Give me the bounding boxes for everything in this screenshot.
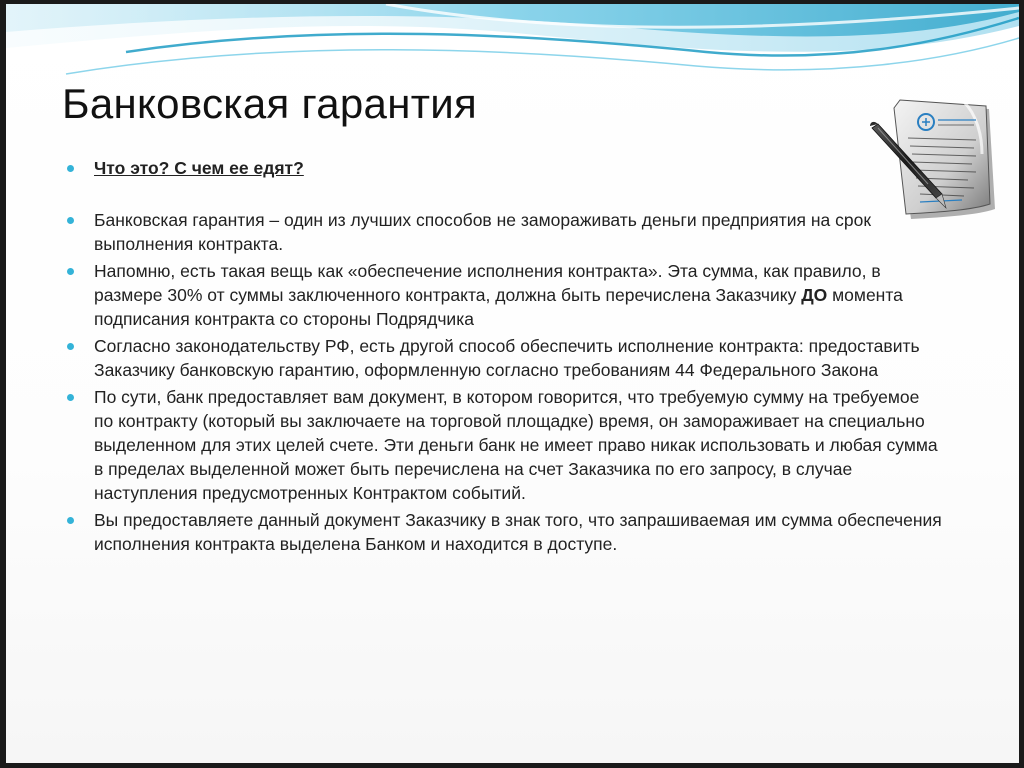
bullet-text: Банковская гарантия – один из лучших способов не замораживать деньги предприятия на срок выполнения контракта. xyxy=(94,210,871,254)
slide-title: Банковская гарантия xyxy=(62,80,478,127)
bullet-item xyxy=(62,508,942,556)
bullet-dot-icon xyxy=(67,165,74,172)
bullet-heading: Что это? С чем ее едят? xyxy=(94,158,304,178)
bullet-dot-icon xyxy=(67,217,74,224)
slide xyxy=(6,4,1019,763)
bullet-dot-icon xyxy=(67,394,74,401)
document-with-pen-icon xyxy=(864,94,998,222)
bullet-dot-icon xyxy=(67,268,74,275)
bullet-text: Напомню, есть такая вещь как «обеспечение исполнения контракта». Эта сумма, как правило, в размере 30% от суммы заключенного контракта, должна быть перечислена Заказчику xyxy=(94,261,881,305)
bullet-emphasis: ДО xyxy=(801,285,828,305)
bullet-dot-icon xyxy=(67,517,74,524)
bullet-list xyxy=(62,156,942,559)
bullet-item xyxy=(62,334,942,382)
bullet-text: Согласно законодательству РФ, есть другой способ обеспечить исполнение контракта: предоставить Заказчику банковскую гарантию, оформленную согласно требованиям 44 Федерального Закона xyxy=(94,336,920,380)
bullet-text: момента подписания контракта со стороны Подрядчика xyxy=(94,285,903,329)
bullet-text: По сути, банк предоставляет вам документ, в котором говорится, что требуемую сумму на требуемое по контракту (который вы заключаете на торговой площадке) время, он замораживает на специально выделенном для этих целей счете. Эти деньги банк не имеет право никак использовать и любая сумма в пределах выделенной может быть перечислена на счет Заказчика по его запросу, в случае наступления предусмотренных Контрактом событий. xyxy=(94,387,938,503)
bullet-dot-icon xyxy=(67,343,74,350)
bullet-item xyxy=(62,208,942,256)
bullet-text: Вы предоставляете данный документ Заказчику в знак того, что запрашиваемая им сумма обеспечения исполнения контракта выделена Банком и находится в доступе. xyxy=(94,510,942,554)
bullet-item xyxy=(62,385,942,505)
bullet-item xyxy=(62,156,942,180)
bullet-item xyxy=(62,259,942,331)
